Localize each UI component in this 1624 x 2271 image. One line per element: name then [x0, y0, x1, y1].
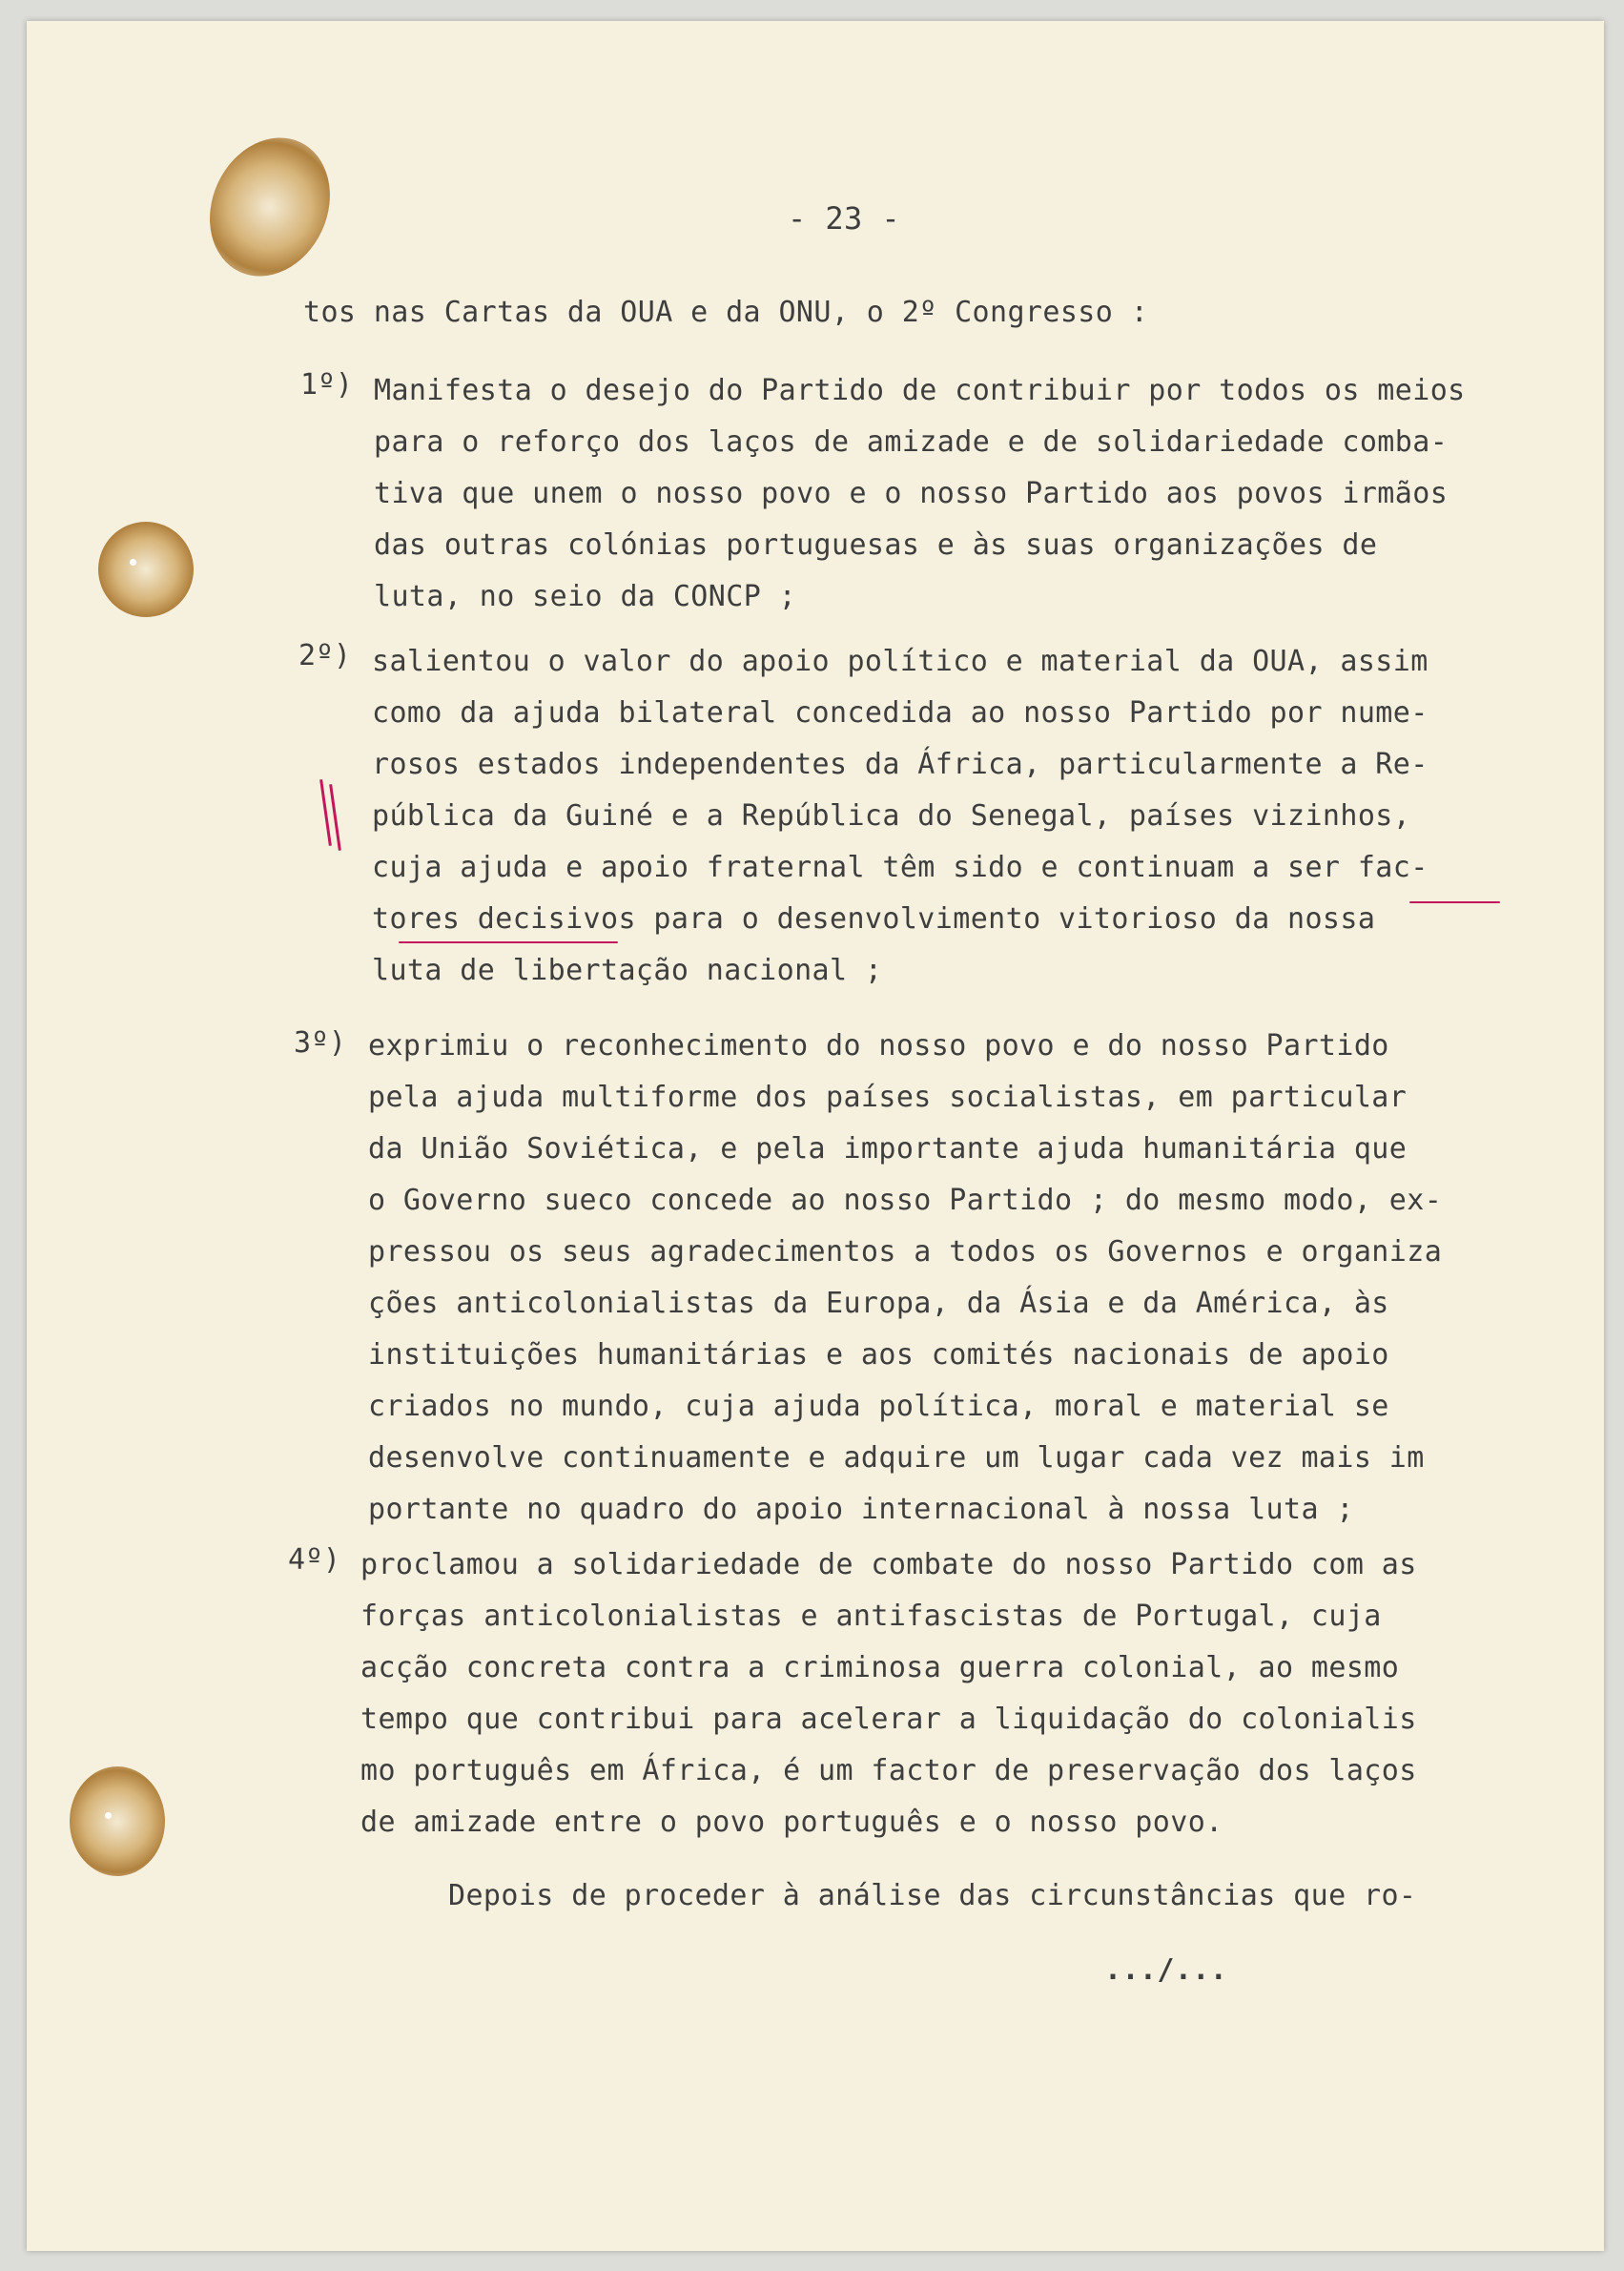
item-2-line: tores decisivos para o desenvolvimento vitorioso da nossa — [372, 902, 1376, 936]
item-1-line: para o reforço dos laços de amizade e de solidariedade comba- — [374, 425, 1449, 459]
item-2-text — [372, 636, 1429, 997]
item-1-text — [374, 365, 1466, 623]
item-3-line: desenvolve continuamente e adquire um lugar cada vez mais im — [368, 1441, 1425, 1475]
item-3-line: pela ajuda multiforme dos países socialistas, em particular — [368, 1081, 1408, 1114]
item-3-line: da União Soviética, e pela importante ajuda humanitária que — [368, 1132, 1408, 1166]
item-1-line: das outras colónias portuguesas e às suas organizações de — [374, 528, 1378, 562]
item-3-number: 3º) — [294, 1026, 347, 1060]
item-4-line: proclamou a solidariedade de combate do nosso Partido com as — [360, 1548, 1417, 1581]
item-4-line: forças anticolonialistas e antifascistas de Portugal, cuja — [360, 1600, 1382, 1633]
item-1-line: tiva que unem o nosso povo e o nosso Partido aos povos irmãos — [374, 477, 1449, 510]
item-3-line: criados no mundo, cuja ajuda política, moral e material se — [368, 1390, 1389, 1423]
item-1-line: Manifesta o desejo do Partido de contribuir por todos os meios — [374, 374, 1466, 407]
item-2-line: pública da Guiné e a República do Senegal, países vizinhos, — [372, 799, 1411, 833]
item-3-line: pressou os seus agradecimentos a todos os Governos e organiza — [368, 1235, 1443, 1269]
item-2-line: cuja ajuda e apoio fraternal têm sido e continuam a ser fac- — [372, 851, 1429, 884]
item-2-line: como da ajuda bilateral concedida ao nosso Partido por nume- — [372, 696, 1429, 730]
item-4-line: mo português em África, é um factor de preservação dos laços — [360, 1754, 1417, 1787]
intro-line: tos nas Cartas da OUA e da ONU, o 2º Congresso : — [303, 296, 1149, 329]
item-4-text — [360, 1539, 1417, 1848]
continuation-mark: .../... — [1104, 1953, 1228, 1987]
item-2-line: luta de libertação nacional ; — [372, 954, 883, 987]
item-4-number: 4º) — [288, 1543, 341, 1577]
item-3-text — [368, 1021, 1442, 1536]
page-number: - 23 - — [788, 200, 900, 237]
item-4-line: acção concreta contra a criminosa guerra colonial, ao mesmo — [360, 1651, 1400, 1684]
item-4-line: tempo que contribui para acelerar a liquidação do colonialis — [360, 1703, 1417, 1736]
item-4-line: de amizade entre o povo português e o nosso povo. — [360, 1806, 1223, 1839]
item-2-line: salientou o valor do apoio político e material da OUA, assim — [372, 645, 1429, 678]
item-3-line: instituições humanitárias e aos comités nacionais de apoio — [368, 1338, 1389, 1372]
item-3-line: portante no quadro do apoio internacional à nossa luta ; — [368, 1493, 1354, 1526]
item-2-number: 2º) — [298, 639, 352, 672]
item-1-line: luta, no seio da CONCP ; — [374, 580, 797, 613]
item-2-line: rosos estados independentes da África, particularmente a Re- — [372, 748, 1429, 781]
item-3-line: ções anticolonialistas da Europa, da Ásia e da América, às — [368, 1287, 1389, 1320]
closing-line: Depois de proceder à análise das circunstâncias que ro- — [448, 1879, 1417, 1912]
item-1-number: 1º) — [300, 368, 354, 402]
item-3-line: o Governo sueco concede ao nosso Partido ; do mesmo modo, ex- — [368, 1184, 1443, 1217]
item-3-line: exprimiu o reconhecimento do nosso povo e do nosso Partido — [368, 1029, 1389, 1063]
